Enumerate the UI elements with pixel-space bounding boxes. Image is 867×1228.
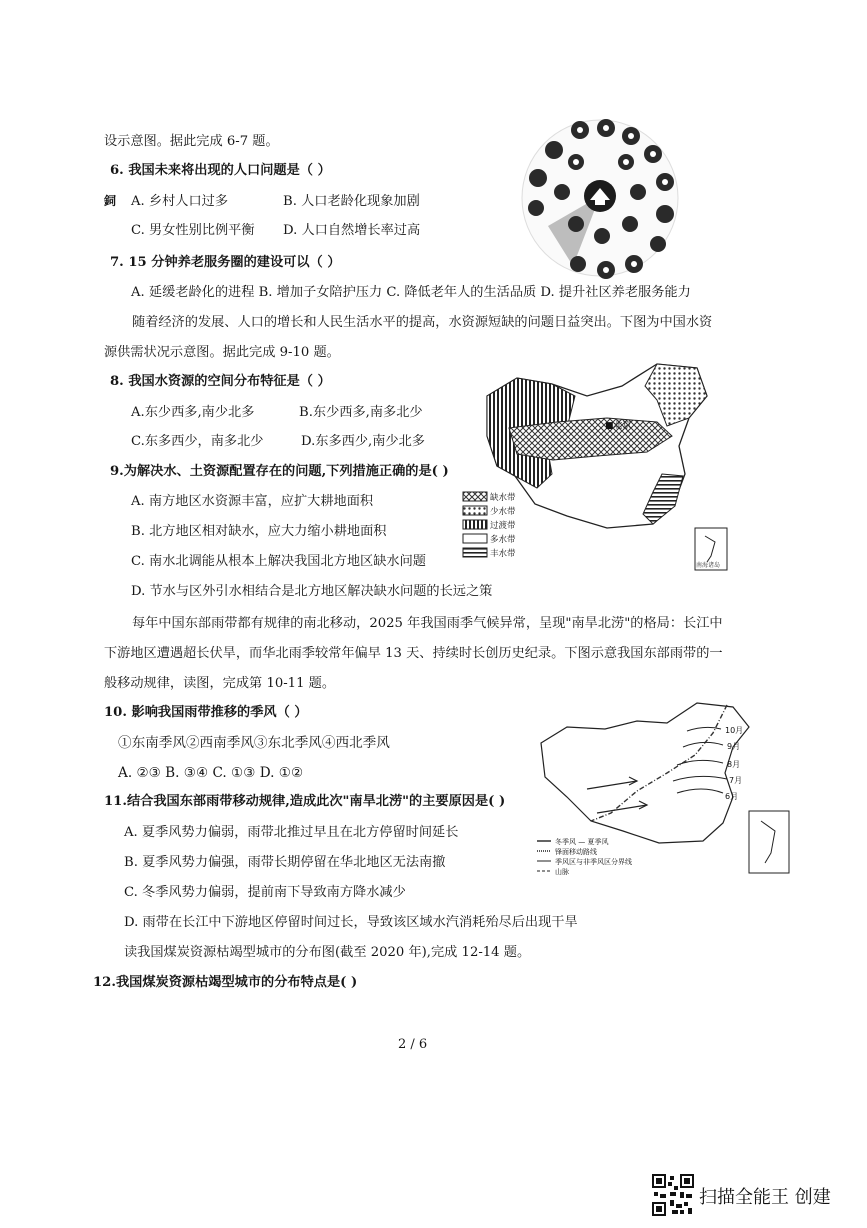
legend-item: 季风区与非季风区分界线 [555,858,632,866]
question-7: 7. 15 分钟养老服务圈的建设可以（ ） [110,255,341,270]
intro-coal: 读我国煤炭资源枯竭型城市的分布图(截至 2020 年),完成 12-14 题。 [124,945,531,960]
q10-monsoons: ①东南季风②西南季风③东北季风④西北季风 [118,735,390,751]
month-label: 8月 [727,760,741,769]
q8-option-d: D.东多西少,南少北多 [301,434,425,449]
q6-option-b: B. 人口老龄化现象加剧 [283,194,420,209]
q6-option-a: A. 乡村人口过多 [131,194,229,209]
q6-option-c: C. 男女性别比例平衡 [131,223,255,238]
legend-item: 山脉 [555,868,569,876]
intro-6-7: 设示意图。据此完成 6-7 题。 [104,134,279,149]
scanner-watermark [652,1172,867,1222]
brand-text: 扫描全能王 创建 [699,1187,831,1208]
question-12: 12.我国煤炭资源枯竭型城市的分布特点是( ) [93,975,358,990]
question-11: 11.结合我国东部雨带移动规律,造成此次"南旱北涝"的主要原因是( ) [104,794,506,809]
legend-item: 锋面移动路线 [555,848,597,856]
month-label: 6月 [725,792,739,801]
legend-item: 缺水带 [490,493,516,503]
legend-item: 少水带 [490,507,516,517]
intro-rain-2: 下游地区遭遇超长伏旱，而华北雨季较常年偏早 13 天、持续时长创历史纪录。下图示意我国东部雨带的一 [104,646,723,661]
question-8: 8. 我国水资源的空间分布特征是（ ） [110,374,331,389]
south-sea-label: 南海诸岛 [696,562,721,569]
rain-legend [537,837,632,876]
water-resource-map [457,356,729,574]
intro-rain-3: 般移动规律，读图，完成第 10-11 题。 [104,676,336,691]
legend-item: 冬季风 — 夏季风 [555,838,609,846]
q9-option-d: D. 节水与区外引水相结合是北方地区解决缺水问题的长远之策 [131,584,493,599]
q11-option-b: B. 夏季风势力偏强，雨带长期停留在华北地区无法南撤 [124,855,446,870]
qr-code-icon [652,1174,694,1216]
elderly-care-circle-figure [518,116,682,281]
month-label: 7月 [729,776,743,785]
q8-option-b: B.东少西多,南多北少 [299,405,423,420]
q9-option-c: C. 南水北调能从根本上解决我国北方地区缺水问题 [131,554,426,569]
q7-options: A. 延缓老龄化的进程 B. 增加子女陪护压力 C. 降低老年人的生活品质 D. 提升社区养老服务能力 [131,285,691,300]
page-number: 2 / 6 [398,1037,428,1052]
rain-belt-map [527,693,793,879]
intro-water-2: 源供需状况示意图。据此完成 9-10 题。 [104,345,340,360]
q9-option-b: B. 北方地区相对缺水，应大力缩小耕地面积 [131,524,387,539]
q6-option-d: D. 人口自然增长率过高 [283,223,421,238]
intro-rain-1: 每年中国东部雨带都有规律的南北移动，2025 年我国雨季气候异常，呈现"南旱北涝"的格局：长江中 [132,616,723,631]
legend-item: 过渡带 [490,521,516,531]
beijing-label: ■北京 [605,421,632,431]
question-10: 10. 影响我国雨带推移的季风（ ） [104,705,308,720]
q9-option-a: A. 南方地区水资源丰富，应扩大耕地面积 [131,494,374,509]
month-label: 10月 [725,726,744,735]
q8-option-c: C.东多西少，南多北少 [131,434,264,449]
question-6: 6. 我国未来将出现的人口问题是（ ） [110,163,331,178]
question-9: 9.为解决水、土资源配置存在的问题,下列措施正确的是( ) [110,464,449,479]
legend-item: 多水带 [490,535,516,545]
stray-mark: 鉰 [104,194,117,208]
q11-option-d: D. 雨带在长江中下游地区停留时间过长，导致该区域水汽消耗殆尽后出现干旱 [124,915,578,930]
legend-item: 丰水带 [490,549,516,559]
q10-answers: A. ②③ B. ③④ C. ①③ D. ①② [118,765,304,781]
intro-water-1: 随着经济的发展、人口的增长和人民生活水平的提高，水资源短缺的问题日益突出。下图为中国水资 [132,315,713,330]
month-label: 9月 [727,742,741,751]
q11-option-a: A. 夏季风势力偏弱，雨带北推过早且在北方停留时间延长 [124,825,459,840]
water-legend [463,492,516,559]
q11-option-c: C. 冬季风势力偏弱，提前南下导致南方降水减少 [124,885,406,900]
q8-option-a: A.东少西多,南少北多 [131,405,255,420]
